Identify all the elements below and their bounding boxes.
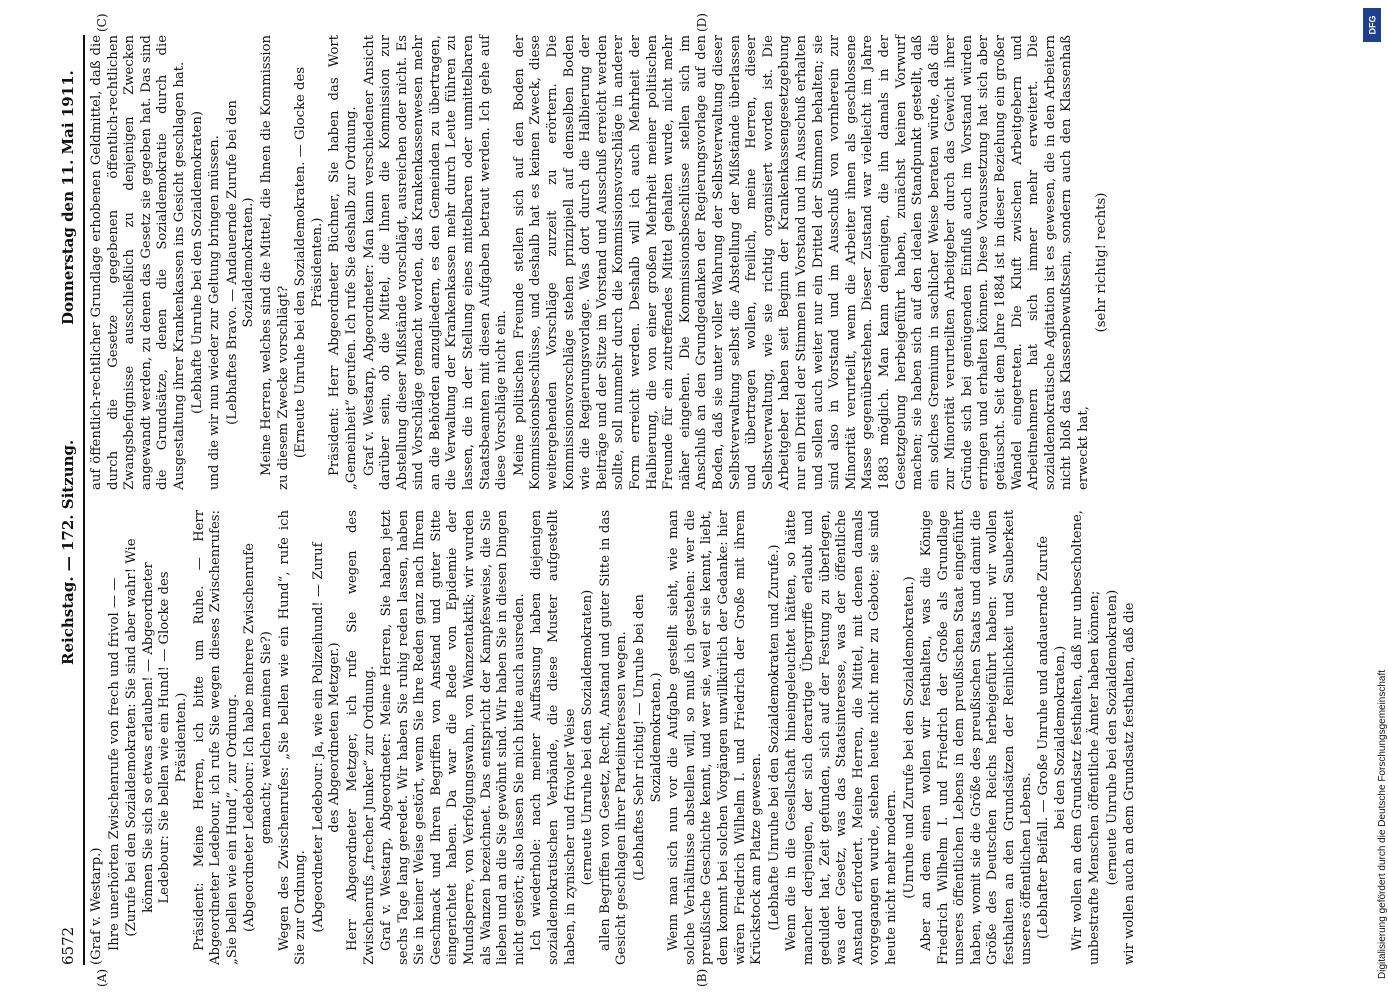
right-column-paragraph: (sehr richtig! rechts): [1093, 192, 1109, 333]
header-date: Donnerstag den 11. Mai 1911.: [59, 70, 77, 325]
right-column-paragraph: Graf v. Westarp, Abgeordneter: Man kann verschiedener Ansicht darüber sein, ob die Mittel, die Ihnen die Kommission zur Abstellung dieser Mißstände vorschlägt, ausreichen oder nicht. Es sind Vorschläge gemacht worden, das Krankenkassenwesen mehr an die Behörden anzugliedern, es den Gemeinden zu übertragen, die Verwaltung der Krankenkassen mehr durch Leute führen zu lassen, die in der Stellung eines mittelbaren oder unmittelbaren Staatsbeamten mit diesen Aufgaben betraut werden. Ich gehe auf diese Vorschläge nicht ein.: [361, 35, 510, 490]
left-column-paragraph: Herr Abgeordneter Metzger, ich rufe Sie wegen des Zwischenrufs „frecher Junker“ zur Ordnung.: [344, 510, 377, 965]
left-column: [89, 510, 1319, 965]
left-column-paragraph: (Lebhaftes Sehr richtig! — Unruhe bei den Sozialdemokraten.): [632, 594, 664, 881]
left-column-paragraph: Wegen des Zwischenrufes: „Sie bellen wie ein Hund“, rufe ich Sie zur Ordnung.: [276, 510, 309, 965]
left-column-paragraph: Präsident: Meine Herren, ich bitte um Ruhe. — Herr Abgeordneter Ledebour, ich rufe Sie wegen dieses Zwischenrufes: „Sie bellen wie ein Hund“, zur Ordnung.: [191, 510, 240, 965]
left-column-paragraph: wir wollen auch an dem Grundsatz festhalten, daß die: [1122, 602, 1138, 965]
left-column-paragraph: (Unruhe und Zurufe bei den Sozialdemokraten.): [901, 576, 917, 899]
right-column-paragraph: Meine politischen Freunde stellen sich auf den Boden der Kommissionsbeschlüsse, und deshalb hat es keinen Zweck, diese weitergehenden Vorschläge zurzeit zu erörtern. Die Kommissionsvorschläge stehen prinzipiell auf demselben Boden wie die Regierungsvorlage. Was dort durch die Halbierung der Beiträge und der Sitze im Vorstand und Ausschuß erreicht werden sollte, soll nunmehr durch die Kommissionsvorschläge in anderer Form erreicht werden. Deshalb will ich auch Mehrheit der Halbierung, die von einer großen Mehrheit meiner politischen Freunde für ein zutreffendes Mittel gehalten wurde, nicht mehr näher eingehen. Die Kommissionsbeschlüsse stellen sich im Anschluß an den Grundgedanken der Regierungsvorlage auf den Boden, daß sie unter voller Wahrung der Selbstverwaltung dieser Selbstverwaltung selbst die Abstellung der Mißstände überlassen und übertragen wollen, freilich, meine Herren, dieser Selbstverwaltung, wie sie richtig organisiert worden ist. Die Arbeitgeber haben seit Beginn der Krankenkassengesetzgebung nur ein Drittel der Stimmen im Vorstand und im Ausschuß erhalten und sollen auch weiter nur ein Drittel der Stimmen behalten; sie sind also in Vorstand und im Ausschuß von vornherein zur Minorität verurteilt, wenn die Arbeiter ihnen als geschlossene Masse gegenüberstehen. Dieser Zustand war vielleicht im Jahre 1883 möglich. Man kann denjenigen, die ihn damals in der Gesetzgebung herbeigeführt haben, zunächst keinen Vorwurf machen; sie haben sich auf den idealen Standpunkt gestellt, daß ein solches Gremium in sachlicher Weise beraten würde, daß die zur Minorität verurteilten Arbeitgeber durch das Gewicht ihrer Gründe sich bei genügenden Einfluß auch im Vorstand würden erringen und erhalten können. Diese Voraussetzung hat sich aber getäuscht. Seit dem Jahre 1884 ist in dieser Beziehung ein großer Wandel eingetreten. Die Kluft zwischen Arbeitgebern und Arbeitnehmern hat sich immer mehr erweitert. Die sozialdemokratische Agitation ist es gewesen, die in den Arbeitern nicht bloß das Klassenbewußtsein, sondern auch den Klassenhaß erweckt hat,: [511, 35, 1092, 490]
header-title: Reichstag. — 172. Sitzung.: [59, 439, 77, 665]
right-column-paragraph: auf öffentlich-rechtlicher Grundlage erhobenen Geldmittel, daß die durch die Gesetze gegebenen öffentlich-rechtlichen Zwangsbefugnisse ausschließlich zu denjenigen Zwecken angewandt werden, zu denen das Gesetz sie gegeben hat. Das sind die Grundsätze, denen die Sozialdemokratie durch die Ausgestaltung ihrer Krankenkassen ins Gesicht geschlagen hat.: [89, 35, 187, 490]
dfg-logo: [1363, 8, 1381, 42]
right-column-paragraph: Präsident: Herr Abgeordneter Büchner, Sie haben das Wort „Gemeinheit“ gerufen. Ich rufe Sie deshalb zur Ordnung.: [327, 35, 359, 490]
running-header: [55, 35, 81, 965]
dfg-logo-text: DFG: [1367, 15, 1377, 35]
right-column-paragraph: Meine Herren, welches sind die Mittel, die Ihnen die Kommission zu diesem Zwecke vorschlägt?: [258, 35, 291, 490]
left-column-paragraph: (Abgeordneter Ledebour: Ja, wie ein Polizeihund! — Zuruf des Abgeordneten Metzger.): [310, 542, 343, 933]
left-column-paragraph: Ich wiederhole: nach meiner Auffassung haben diejenigen sozialdemokratischen Verbände, die diese Muster aufgestellt haben, in zynischer und frivoler Weise: [529, 510, 578, 965]
left-column-paragraph: (Abgeordneter Ledebour: Ich habe mehrere Zwischenrufe gemacht; welchen meinen Sie?): [242, 543, 274, 932]
left-column-paragraph: Wenn die in die Gesellschaft hineingeleuchtet hätten, so hätte mancher derjenigen, der sich derartige Übergriffe erlaubt und geduldet hat, Zeit gefunden, sich auf der Festung zu überlegen, was der Gesetz, was das Staatsinteresse, was der öffentliche Anstand erfordert. Meine Herren, die Mittel, mit denen damals vorgegangen wurde, stehen heute nicht mehr zu Gebote; sie sind heute nicht mehr modern.: [784, 510, 899, 965]
margin-marker-a: (A): [95, 968, 109, 987]
left-column-paragraph: Aber an dem einen wollen wir festhalten, was die Könige Friedrich Wilhelm I. und Friedrich der Große als Grundlage unseres öffentlichen Lebens in dem preußischen Staat eingeführt haben, womit sie die Größe des preußischen Staats und damit die Größe des Deutschen Reichs herbeigeführt haben: wir wollen festhalten an den Grundsätzen der Reinlichkeit und Sauberkeit unseres öffentlichen Lebens.: [919, 510, 1034, 965]
digitization-note: [1365, 10, 1388, 990]
right-column-paragraph: und die wir nun wieder zur Geltung bringen müssen.: [207, 135, 223, 490]
left-column-paragraph: Graf v. Westarp, Abgeordneter: Meine Herren, Sie haben jetzt sechs Tage lang geredet. Wir haben Sie ruhig reden lassen, haben Sie in keiner Weise gestört, wenn Sie Ihre Reden ganz nach Ihrem Geschmack und Ihren Begriffen von Anstand und guter Sitte eingerichtet haben. Da war die Rede von Epidemie der Mundsperre, von Verfolgungswahn, von Wanzentaktik; wir wurden als Wanzen bezeichnet. Das entspricht der Kampfesweise, die Sie lieben und an die Sie gewöhnt sind. Wir haben Sie in diesen Dingen nicht gestört; also lassen Sie mich bitte auch ausreden.: [379, 510, 527, 965]
left-column-paragraph: (Graf v. Westarp.): [89, 847, 104, 965]
margin-marker-b: (B): [695, 968, 709, 987]
left-column-paragraph: Wir wollen an dem Grundsatz festhalten, daß nur unbescholtene, unbestrafte Menschen öffentliche Ämter haben können;: [1070, 510, 1103, 965]
page-number: 6572: [59, 926, 77, 965]
left-column-paragraph: (erneute Unruhe bei den Sozialdemokraten): [1104, 589, 1120, 886]
document-page: [55, 13, 1335, 987]
margin-marker-d: (D): [695, 13, 709, 32]
left-column-paragraph: (erneute Unruhe bei den Sozialdemokraten): [580, 589, 596, 886]
right-column-paragraph: (Lebhafte Unruhe bei den Sozialdemokraten): [189, 111, 205, 414]
left-column-paragraph: (Lebhafter Beifall. — Große Unruhe und andauernde Zurufe bei den Sozialdemokraten.): [1036, 535, 1068, 940]
margin-marker-c: (C): [95, 13, 109, 32]
header-rule: [83, 35, 85, 965]
left-column-paragraph: allen Begriffen von Gesetz, Recht, Anstand und guter Sitte in das Gesicht geschlagen ihrer Parteiinteressen wegen.: [597, 510, 630, 965]
right-column: [89, 35, 1319, 490]
right-column-paragraph: (Erneute Unruhe bei den Sozialdemokraten. — Glocke des Präsidenten.): [293, 66, 325, 459]
digitization-note-text: Digitalisierung gefördert durch die Deutsche Forschungsgemeinschaft: [1377, 669, 1388, 979]
left-column-paragraph: (Zurufe bei den Sozialdemokraten: Sie sind aber wahr! Wie können Sie sich so etwas erlauben! — Abgeordneter Ledebour: Sie bellen wie ein Hund! — Glocke des Präsidenten.): [124, 538, 189, 937]
left-column-paragraph: (Lebhafte Unruhe bei den Sozialdemokraten und Zurufe.): [766, 544, 782, 931]
left-column-paragraph: Ihre unerhörten Zwischenrufe von frech und frivol — —: [106, 577, 122, 951]
left-column-paragraph: Wenn man sich nun vor die Aufgabe gestellt sieht, wie man solche Verhältnisse abstellen will, so muß ich gestehen: wer die preußische Geschichte kennt, und wer sie, weil er sie kennt, liebt, dem kommt bei solchen Vorgängen unwillkürlich der Gedanke: hier wären Friedrich Wilhelm I. und Friedrich der Große mit ihrem Krückstock am Platze gewesen.: [666, 510, 765, 965]
right-column-paragraph: (Lebhaftes Bravo. — Andauernde Zurufe bei den Sozialdemokraten.): [224, 100, 257, 425]
